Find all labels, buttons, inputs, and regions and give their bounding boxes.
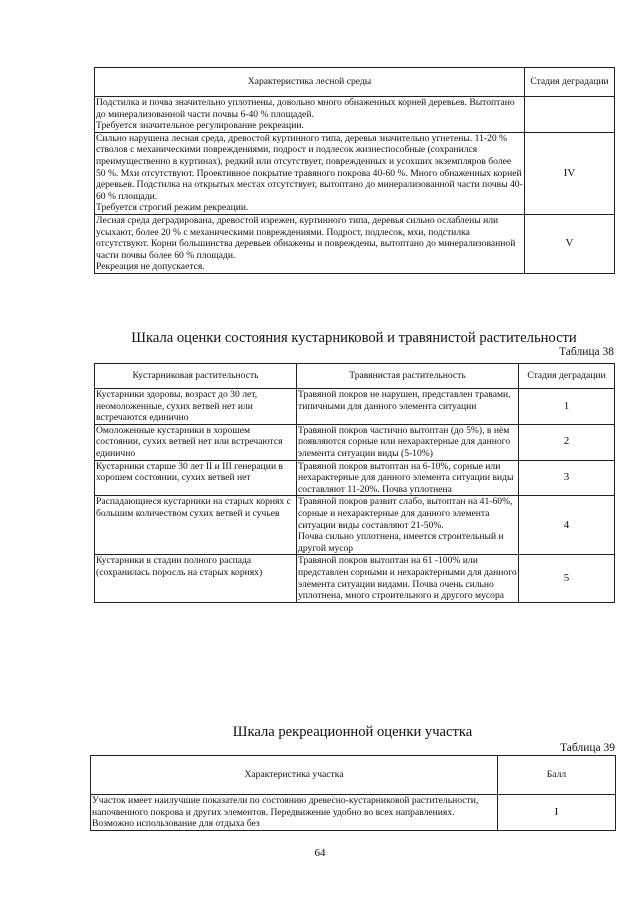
section-heading: Шкала рекреационной оценки участка [232, 724, 473, 740]
stage-cell [525, 97, 615, 133]
table-number: Таблица 39 [560, 742, 615, 754]
cell-text: Почва сильно уплотнена, имеется строительный и другой мусор [298, 531, 504, 554]
table-cell [95, 214, 525, 273]
column-header: Травянистая растительность [297, 364, 519, 389]
cell-note: Требуется значительное регулирование рекреации. [96, 120, 304, 132]
recreation-score-table [90, 755, 616, 831]
table-row [95, 214, 615, 273]
table-row [95, 97, 615, 133]
forest-degradation-table [94, 67, 615, 274]
shrub-cell: Кустарники здоровы, возраст до 30 лет, неомоложенные, сухих ветвей нет или встречаются единично [95, 389, 297, 425]
page-number: 64 [314, 847, 326, 859]
table-header-row [91, 756, 616, 795]
table-row [95, 496, 615, 555]
stage-cell: 3 [519, 460, 615, 496]
stage-cell: V [525, 214, 615, 273]
grass-cell: Травяной покров частично вытоптан (до 5%), в нём появляются сорные или нехарактерные для данного элемента ситуации виды (5-10%) [297, 424, 519, 460]
cell-text: Подстилка и почва значительно уплотнены, довольно много обнаженных корней деревьев. Вытоптано до минерализованной части почвы 6-40 % площадей. [96, 97, 515, 120]
shrub-cell: Распадающиеся кустарники на старых корнях с большим количеством сухих ветвей и сучьев [95, 496, 297, 555]
column-header: Стадия деградации [519, 364, 615, 389]
table-number: Таблица 38 [559, 346, 614, 358]
shrub-cell: Кустарники старше 30 лет II и III генерации в хорошем состоянии, сухих ветвей нет [95, 460, 297, 496]
stage-cell: IV [525, 132, 615, 214]
stage-cell: 1 [519, 389, 615, 425]
cell-note: Рекреация не допускается. [96, 261, 205, 273]
column-header: Характеристика участка [91, 756, 498, 795]
column-header: Характеристика лесной среды [95, 68, 525, 97]
cell-note: Требуется строгий режим рекреации. [96, 202, 249, 214]
table-row [95, 555, 615, 602]
stage-cell: 4 [519, 496, 615, 555]
table-header-row [95, 68, 615, 97]
column-header: Кустарниковая растительность [95, 364, 297, 389]
table-row [95, 460, 615, 496]
section-heading: Шкала оценки состояния кустарниковой и травянистой растительности [131, 330, 577, 346]
table-cell [95, 132, 525, 214]
cell-text: Лесная среда деградирована, древостой изрежен, куртинного типа, деревья сильно ослаблены или усыхают, более 20 % с механическими повреждениями. Подрост, подлесок, мхи, подстилка отсутствуют. Корни большинства деревьев обнажены и повреждены, вытоптано до минерализованной части почвы более 60 % площади. [96, 214, 516, 261]
shrub-cell: Кустарники в стадии полного распада (сохранилась поросль на старых корнях) [95, 555, 297, 602]
grass-cell: Травяной покров вытоптан на 61 -100% или представлен сорными и нехарактерными для данного элемента ситуации видами. Почва очень сильно уплотнена, много строительного и другого мусора [298, 555, 517, 602]
grass-cell: Травяной покров не нарушен, представлен травами, типичными для данного элемента ситуации [297, 389, 519, 425]
table-row [95, 389, 615, 425]
table-header-row [95, 364, 615, 389]
table-row [95, 132, 615, 214]
table-cell: Участок имеет наилучшие показатели по состоянию древесно-кустарниковой растительности, напочвенного покрова и других элементов. Передвижение удобно во всех направлениях. Возможно использование для отдыха без [91, 795, 498, 831]
table-cell [95, 97, 525, 133]
shrub-cell: Омоложенные кустарники в хорошем состоянии, сухих ветвей нет или встречаются единично [95, 424, 297, 460]
stage-cell: 2 [519, 424, 615, 460]
score-cell: I [498, 795, 616, 831]
table-row [91, 795, 616, 831]
table-row [95, 424, 615, 460]
column-header: Балл [498, 756, 616, 795]
cell-text: Травяной покров развит слабо, вытоптан на 41-60%, сорные и нехарактерные для данного элемента ситуации виды составляют 21-50%. [298, 496, 513, 531]
grass-cell: Травяной покров вытоптан на 6-10%, сорные или нехарактерные для данного элемента ситуации виды составляют 11-20%. Почва уплотнена [297, 460, 519, 496]
column-header: Стадия деградации [525, 68, 615, 97]
stage-cell: 5 [519, 555, 615, 602]
shrub-grass-table [94, 363, 615, 603]
grass-cell [297, 496, 519, 555]
cell-text: Сильно нарушена лесная среда, древостой куртинного типа, деревья значительно угнетены. 11-20 % стволов с механическими повреждениями, подрост и подлесок жизнеспособные (сохранился преимущественно в куртинах), редкий или отсутствует, поврежденных и усохших экземпляров более 50 %. Мхи отсутствуют. Проективное покрытие травяного покрова 40-60 %. Много обнаженных корней деревьев. Подстилка на открытых местах отсутствует, вытоптано до минерализованной части почвы 40-60 % площади. [96, 132, 523, 202]
